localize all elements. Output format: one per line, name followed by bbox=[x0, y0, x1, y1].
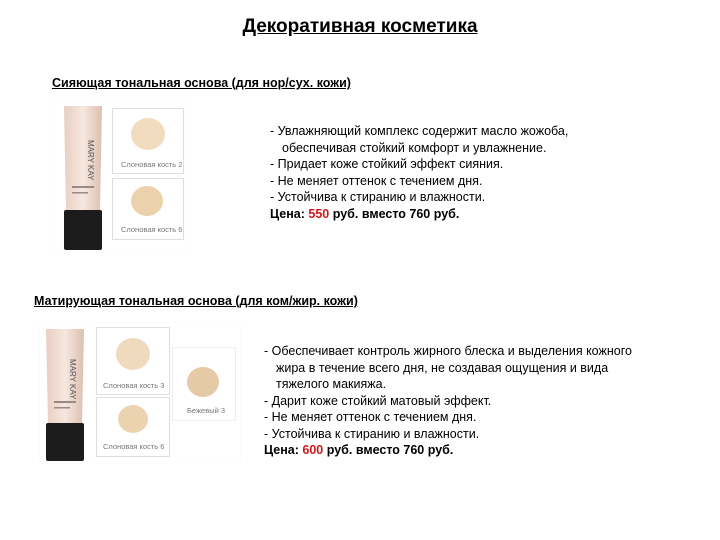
section1-description bbox=[270, 123, 568, 222]
swatch-label: Слоновая кость 2 bbox=[121, 160, 183, 169]
feature-line: жира в течение всего дня, не создавая ощущения и вида bbox=[276, 360, 609, 375]
swatch-icon bbox=[129, 183, 165, 219]
feature-line: - Придает коже стойкий эффект сияния. bbox=[270, 157, 504, 171]
foundation-tube-icon bbox=[58, 100, 108, 252]
swatch-icon bbox=[129, 115, 167, 153]
swatch-icon bbox=[113, 334, 153, 374]
swatch-card bbox=[96, 327, 170, 395]
swatch-icon bbox=[115, 401, 151, 437]
price-line bbox=[264, 442, 632, 459]
foundation-tube-icon bbox=[40, 323, 90, 463]
feature-line: - Устойчива к стиранию и влажности. bbox=[264, 426, 480, 441]
price-label: Цена: bbox=[270, 206, 305, 221]
swatch-card bbox=[112, 178, 184, 240]
page-title: Декоративная косметика bbox=[242, 16, 478, 37]
feature-line: обеспечивая стойкий комфорт и увлажнение. bbox=[282, 140, 547, 155]
price-rest: руб. вместо 760 руб. bbox=[332, 206, 460, 221]
section2-heading: Матирующая тональная основа (для ком/жир. кожи) bbox=[34, 294, 358, 308]
svg-text:MARY KAY: MARY KAY bbox=[68, 359, 77, 400]
feature-line: - Не меняет оттенок с течением дня. bbox=[270, 173, 483, 188]
feature-line: - Не меняет оттенок с течением дня. bbox=[264, 410, 477, 424]
feature-line: - Обеспечивает контроль жирного блеска и выделения кожного bbox=[264, 344, 632, 358]
section1-heading: Сияющая тональная основа (для нор/сух. кожи) bbox=[52, 76, 351, 90]
swatch-label: Слоновая кость 6 bbox=[121, 225, 183, 234]
feature-line: - Устойчива к стиранию и влажности. bbox=[270, 190, 486, 204]
feature-line: - Дарит коже стойкий матовый эффект. bbox=[264, 393, 492, 408]
swatch-label: Слоновая кость 3 bbox=[103, 381, 165, 390]
swatch-card bbox=[96, 397, 170, 457]
section2-product-image bbox=[40, 323, 240, 463]
price-value: 600 bbox=[302, 443, 324, 457]
price-rest: руб. вместо 760 руб. bbox=[326, 443, 454, 457]
price-value: 550 bbox=[308, 206, 330, 221]
section2-description bbox=[264, 343, 632, 459]
section1-product-image bbox=[50, 100, 190, 252]
swatch-icon bbox=[183, 362, 223, 402]
svg-text:MARY KAY: MARY KAY bbox=[86, 140, 95, 181]
feature-line: тяжелого макияжа. bbox=[276, 377, 387, 391]
price-label: Цена: bbox=[264, 443, 299, 457]
swatch-card bbox=[112, 108, 184, 174]
swatch-label: Бежевый 3 bbox=[187, 406, 226, 415]
feature-line: - Увлажняющий комплекс содержит масло жожоба, bbox=[270, 124, 569, 138]
swatch-card bbox=[172, 347, 236, 421]
price-line bbox=[270, 206, 568, 223]
swatch-label: Слоновая кость 6 bbox=[103, 442, 165, 451]
